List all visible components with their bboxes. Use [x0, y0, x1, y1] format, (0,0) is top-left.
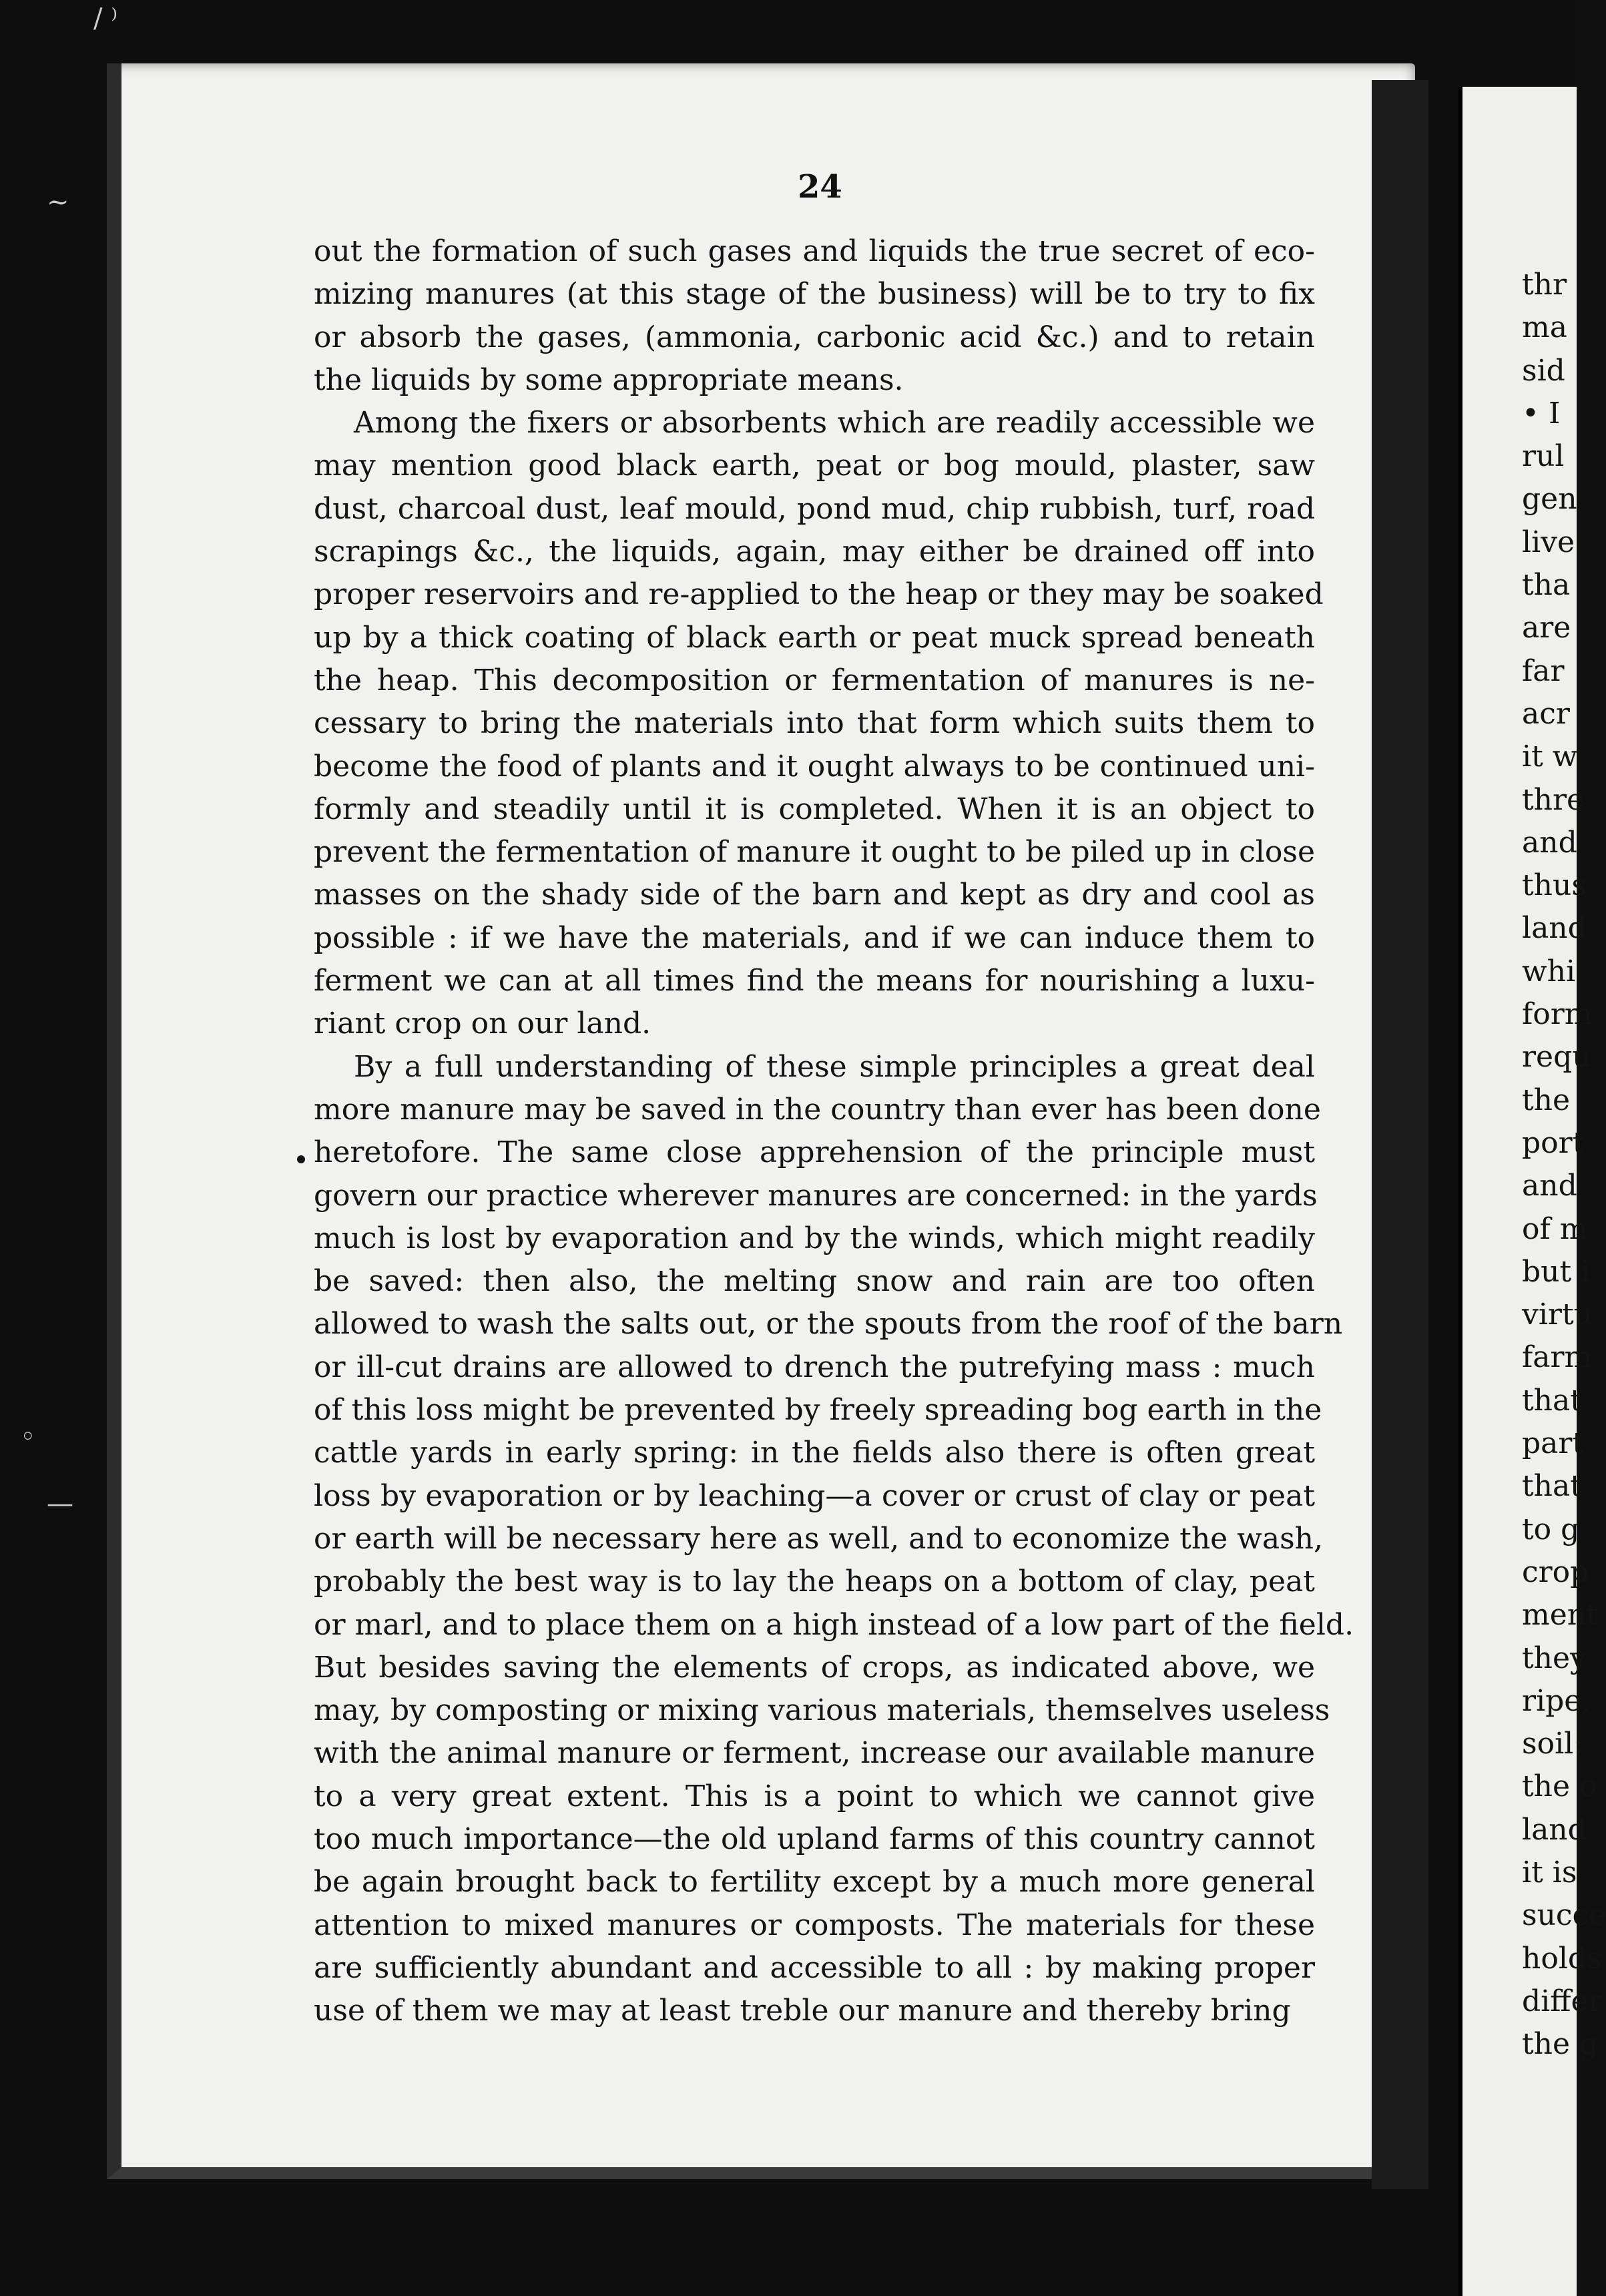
text-line: Among the fixers or absorbents which are readily accessible we: [354, 406, 1315, 441]
right-page-fragment: thus: [1522, 868, 1587, 903]
scan-mark: ◦: [20, 1422, 36, 1452]
right-page-fragment: are: [1522, 611, 1571, 645]
scan-mark: —: [47, 1488, 73, 1519]
right-page-fragment: tha: [1522, 568, 1571, 603]
right-page-fragment: part: [1522, 1426, 1585, 1461]
right-page-fragment: differ: [1522, 1984, 1603, 2018]
text-line: or marl, and to place them on a high instead of a low part of the field.: [314, 1607, 1354, 1642]
right-page-fragment: form: [1522, 997, 1593, 1032]
text-line: up by a thick coating of black earth or peat muck spread beneath: [314, 620, 1315, 655]
text-line: be again brought back to fertility except by a much more general: [314, 1865, 1315, 1900]
right-page-fragment: of m: [1522, 1211, 1588, 1246]
right-page-fragment: virtu: [1522, 1298, 1593, 1332]
right-page-fragment: soil:: [1522, 1727, 1584, 1761]
right-page-fragment: that: [1522, 1469, 1582, 1504]
text-line: probably the best way is to lay the heaps on a bottom of clay, peat: [314, 1564, 1315, 1599]
right-page-fragment: succe: [1522, 1898, 1606, 1933]
text-line: or ill-cut drains are allowed to drench the putrefying mass : much: [314, 1350, 1315, 1384]
text-line: ferment we can at all times find the means for nourishing a luxu-: [314, 964, 1315, 998]
right-page-fragment: crop: [1522, 1554, 1589, 1589]
text-line: may mention good black earth, peat or bog mould, plaster, saw: [314, 449, 1315, 483]
text-line: riant crop on our land.: [314, 1007, 651, 1041]
text-line: the heap. This decomposition or fermentation of manures is ne-: [314, 663, 1315, 697]
right-page-fragment: thr: [1522, 268, 1567, 302]
margin-dot: [297, 1155, 305, 1163]
right-page-fragment: the: [1522, 1083, 1571, 1117]
scan-mark: / ⁾: [93, 3, 118, 34]
text-line: prevent the fermentation of manure it ought to be piled up in close: [314, 835, 1315, 870]
text-line: loss by evaporation or by leaching—a cover or crust of clay or peat: [314, 1478, 1315, 1513]
text-line: the liquids by some appropriate means.: [314, 362, 904, 397]
text-line: or earth will be necessary here as well, and to economize the wash,: [314, 1521, 1323, 1556]
right-page-fragment: holds: [1522, 1941, 1602, 1976]
right-page-fragment: far: [1522, 653, 1565, 688]
text-line: or absorb the gases, (ammonia, carbonic acid &c.) and to retain: [314, 320, 1315, 354]
right-page-fragment: ment: [1522, 1598, 1598, 1633]
text-line: proper reservoirs and re-applied to the heap or they may be soaked: [314, 577, 1324, 612]
text-line: dust, charcoal dust, leaf mould, pond mud, chip rubbish, turf, road: [314, 491, 1315, 526]
text-line: formly and steadily until it is completed. When it is an object to: [314, 792, 1315, 826]
text-line: cattle yards in early spring: in the fields also there is often great: [314, 1436, 1315, 1470]
right-page-text: [1522, 264, 1606, 2066]
text-line: more manure may be saved in the country than ever has been done: [314, 1092, 1321, 1127]
right-page-fragment: thre: [1522, 782, 1585, 817]
right-page-fragment: sid: [1522, 353, 1565, 388]
text-line: attention to mixed manures or composts. The materials for these: [314, 1908, 1315, 1942]
right-page-fragment: that: [1522, 1383, 1582, 1418]
text-line: use of them we may at least treble our manure and thereby bring: [314, 1994, 1291, 2028]
right-page-fragment: the o: [1522, 1769, 1597, 1804]
right-page-fragment: and: [1522, 825, 1577, 860]
right-page-fragment: to g: [1522, 1512, 1580, 1546]
right-page-fragment: land: [1522, 911, 1587, 946]
text-line: out the formation of such gases and liquids the true secret of eco-: [314, 234, 1315, 268]
right-page-fragment: it is: [1522, 1855, 1577, 1890]
text-line: much is lost by evaporation and by the winds, which might readily: [314, 1221, 1315, 1255]
text-line: By a full understanding of these simple principles a great deal: [354, 1049, 1315, 1084]
right-page-fragment: whi: [1522, 954, 1576, 988]
right-page-fragment: acr: [1522, 696, 1570, 731]
right-page-fragment: ripe,: [1522, 1683, 1591, 1718]
right-page-fragment: rul: [1522, 439, 1565, 474]
body-text: [314, 230, 1354, 2032]
right-page-fragment: land: [1522, 1812, 1587, 1847]
text-line: too much importance—the old upland farms of this country cannot: [314, 1821, 1315, 1856]
text-line: be saved: then also, the melting snow and rain are too often: [314, 1264, 1315, 1299]
right-page-fragment: live: [1522, 525, 1575, 559]
text-line: with the animal manure or ferment, increase our available manure: [314, 1736, 1315, 1771]
text-line: allowed to wash the salts out, or the spouts from the roof of the barn: [314, 1307, 1343, 1342]
book-gutter: [1372, 80, 1428, 2189]
right-page-fragment: but i: [1522, 1254, 1591, 1289]
text-line: are sufficiently abundant and accessible to all : by making proper: [314, 1950, 1315, 1985]
right-page-fragment: and: [1522, 1169, 1577, 1203]
right-page-fragment: port: [1522, 1125, 1585, 1160]
text-line: But besides saving the elements of crops, as indicated above, we: [314, 1650, 1315, 1685]
text-line: cessary to bring the materials into that form which suits them to: [314, 706, 1315, 741]
text-line: possible : if we have the materials, and if we can induce them to: [314, 920, 1315, 955]
text-line: mizing manures (at this stage of the business) will be to try to fix: [314, 277, 1315, 312]
page-number: 24: [798, 168, 842, 206]
text-line: govern our practice wherever manures are concerned: in the yards: [314, 1178, 1318, 1213]
right-page-fragment: the g: [1522, 2027, 1599, 2062]
right-page-fragment: farm: [1522, 1340, 1593, 1375]
right-page-fragment: they: [1522, 1641, 1587, 1675]
text-line: become the food of plants and it ought always to be continued uni-: [314, 749, 1315, 784]
right-page-fragment: requ: [1522, 1040, 1591, 1075]
text-line: heretofore. The same close apprehension of the principle must: [314, 1135, 1315, 1170]
right-page-fragment: ma: [1522, 310, 1567, 345]
text-line: to a very great extent. This is a point to which we cannot give: [314, 1779, 1315, 1813]
right-page-fragment: it w: [1522, 740, 1578, 774]
text-line: of this loss might be prevented by freely spreading bog earth in the: [314, 1393, 1322, 1428]
text-line: scrapings &c., the liquids, again, may either be drained off into: [314, 535, 1315, 569]
text-line: masses on the shady side of the barn and kept as dry and cool as: [314, 878, 1315, 912]
right-page-fragment: gen: [1522, 482, 1577, 517]
text-line: may, by composting or mixing various materials, themselves useless: [314, 1693, 1330, 1728]
scan-mark: ~: [47, 187, 69, 218]
right-page-fragment: • I: [1522, 396, 1561, 431]
